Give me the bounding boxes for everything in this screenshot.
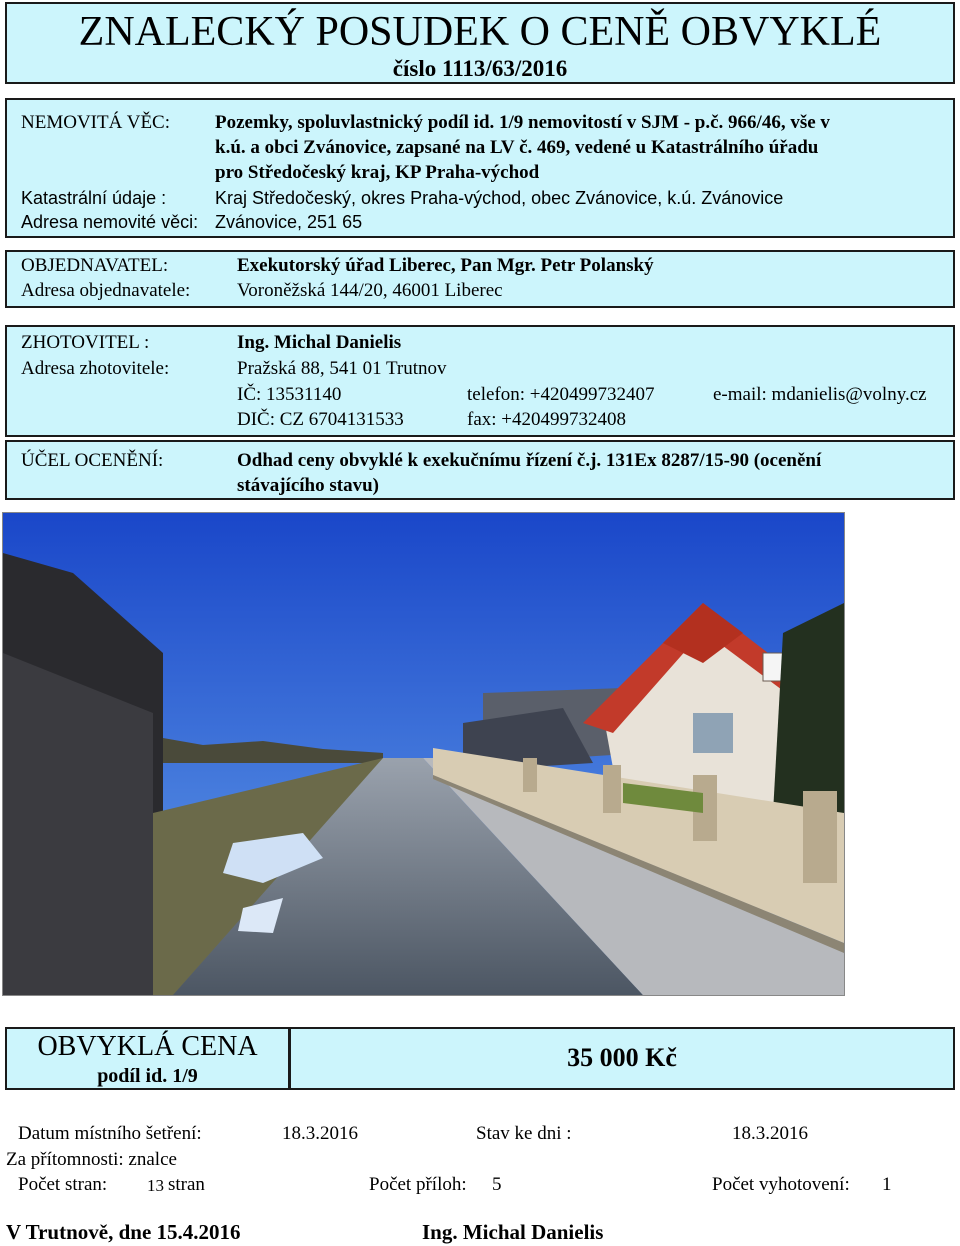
contractor-address-label: Adresa zhotovitele: bbox=[21, 358, 170, 379]
client-name: Exekutorský úřad Liberec, Pan Mgr. Petr Polanský bbox=[237, 255, 654, 276]
attachments-count: 5 bbox=[492, 1174, 502, 1195]
contractor-email: e-mail: mdanielis@volny.cz bbox=[713, 384, 927, 405]
property-label: NEMOVITÁ VĚC: bbox=[21, 112, 171, 133]
document-title: ZNALECKÝ POSUDEK O CENĚ OBVYKLÉ bbox=[78, 9, 882, 55]
client-address: Voroněžská 144/20, 46001 Liberec bbox=[237, 280, 503, 301]
title-box bbox=[5, 2, 955, 84]
pages-label: Počet stran: bbox=[18, 1174, 108, 1195]
property-box bbox=[5, 98, 955, 238]
contractor-name: Ing. Michal Danielis bbox=[237, 332, 402, 353]
contractor-phone: telefon: +420499732407 bbox=[467, 384, 655, 405]
purpose-line1: Odhad ceny obvyklé k exekučnímu řízení č.j. 131Ex 8287/15-90 (ocenění bbox=[237, 450, 822, 471]
price-value: 35 000 Kč bbox=[567, 1043, 677, 1072]
purpose-box bbox=[5, 440, 955, 500]
property-value-line3: pro Středočeský kraj, KP Praha-východ bbox=[215, 162, 540, 183]
survey-date-label: Datum místního šetření: bbox=[18, 1123, 202, 1144]
purpose-label: ÚČEL OCENĚNÍ: bbox=[21, 450, 164, 471]
contractor-label: ZHOTOVITEL : bbox=[21, 332, 150, 353]
cadastral-value: Kraj Středočeský, okres Praha-východ, obec Zvánovice, k.ú. Zvánovice bbox=[215, 188, 784, 208]
contractor-fax: fax: +420499732408 bbox=[467, 409, 627, 430]
client-address-label: Adresa objednavatele: bbox=[21, 280, 191, 301]
client-box bbox=[5, 250, 955, 308]
copies-count: 1 bbox=[882, 1174, 892, 1195]
price-label-box bbox=[5, 1027, 290, 1090]
property-value-line2: k.ú. a obci Zvánovice, zapsané na LV č. 469, vedené u Katastrálního úřadu bbox=[215, 137, 819, 158]
client-label: OBJEDNAVATEL: bbox=[21, 255, 169, 276]
price-value-box bbox=[289, 1027, 955, 1090]
signature: Ing. Michal Danielis bbox=[422, 1220, 604, 1244]
address-label: Adresa nemovité věci: bbox=[21, 212, 199, 232]
status-label: Stav ke dni : bbox=[476, 1123, 572, 1144]
pages-count: 13 bbox=[147, 1176, 164, 1195]
contractor-dic: DIČ: CZ 6704131533 bbox=[237, 409, 404, 430]
purpose-line2: stávajícího stavu) bbox=[237, 475, 379, 496]
street-photo-illustration bbox=[3, 513, 844, 995]
price-label: OBVYKLÁ CENA bbox=[37, 1031, 258, 1062]
property-photo bbox=[2, 512, 845, 996]
status-date: 18.3.2016 bbox=[732, 1123, 808, 1144]
address-value: Zvánovice, 251 65 bbox=[215, 212, 363, 232]
presence: Za přítomnosti: znalce bbox=[6, 1149, 177, 1170]
contractor-ic: IČ: 13531140 bbox=[237, 384, 342, 405]
attachments-label: Počet příloh: bbox=[369, 1174, 467, 1195]
document-number: číslo 1113/63/2016 bbox=[392, 56, 568, 81]
contractor-box bbox=[5, 325, 955, 437]
pages-unit: stran bbox=[168, 1174, 205, 1195]
survey-date: 18.3.2016 bbox=[282, 1123, 358, 1144]
contractor-address: Pražská 88, 541 01 Trutnov bbox=[237, 358, 447, 379]
cadastral-label: Katastrální údaje : bbox=[21, 188, 167, 208]
place-date: V Trutnově, dne 15.4.2016 bbox=[6, 1220, 241, 1244]
property-value-line1: Pozemky, spoluvlastnický podíl id. 1/9 nemovitostí v SJM - p.č. 966/46, vše v bbox=[215, 112, 830, 133]
price-share: podíl id. 1/9 bbox=[97, 1065, 198, 1087]
copies-label: Počet vyhotovení: bbox=[712, 1174, 850, 1195]
